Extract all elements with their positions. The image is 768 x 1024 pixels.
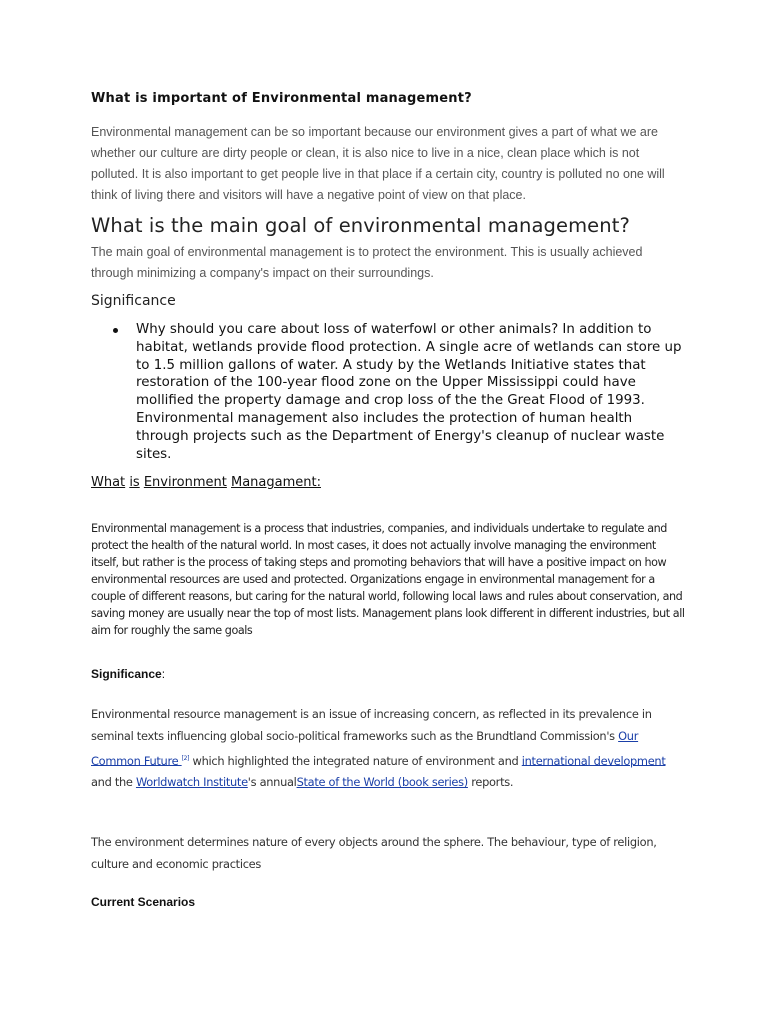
text-run: which highlighted the integrated nature of environment and (189, 753, 522, 768)
paragraph-environment-nature: The environment determines nature of every objects around the sphere. The behaviour, type of religion, culture and economic practices (91, 835, 657, 871)
paragraph-importance: Environmental management can be so important because our environment gives a part of what we are whether our culture are dirty people or clean, it is also nice to live in a nice, clean place which is not polluted. It is also important to get people live in that place if a certain city, country is polluted no one will think of living there and visitors will have a negative point of view on that place. (91, 125, 665, 202)
heading-word: is (129, 475, 140, 490)
citation-superscript[interactable]: [2] (181, 754, 190, 762)
paragraph-definition: Environmental management is a process that industries, companies, and individuals undertake to regulate and protect the health of the natural world. In most cases, it does not actually involve managing the environment itself, but rather is the process of taking steps and promoting behaviors that will have a positive impact on how environmental resources are used and protected. Organizations engage in environmental management for a couple of different reasons, but caring for the natural world, following local laws and rules about conservation, and saving money are usually near the top of most lists. Management plans look different in different industries, but all aim for roughly the same goals (91, 522, 685, 637)
heading-significance-2 (91, 667, 165, 681)
list-item-text: Why should you care about loss of waterfowl or other animals? In addition to habitat, wetlands provide flood protection. A single acre of wetlands can store up to 1.5 million gallons of water. A study by the Wetlands Initiative states that restoration of the 100-year flood zone on the Upper Mississippi could have mollified the property damage and crop loss of the the Great Flood of 1993. Environmental management also includes the protection of human health through projects such as the Department of Energy's cleanup of nuclear waste sites. (136, 322, 682, 462)
heading-importance: What is important of Environmental management? (91, 91, 472, 106)
text-run: Environmental resource management is an issue of increasing concern, as reflected in its prevalence in seminal texts influencing global socio-political frameworks such as the Brundtland Commission's (91, 707, 652, 743)
heading-main-goal: What is the main goal of environmental management? (91, 214, 630, 237)
link-our-common-future[interactable]: Our Common Future (91, 728, 639, 768)
heading-word: Environment (143, 475, 227, 490)
link-worldwatch-institute[interactable]: Worldwatch Institute (135, 775, 248, 790)
paragraph-main-goal: The main goal of environmental management is to protect the environment. This is usually achieved through minimizing a company's impact on their surroundings. (91, 245, 643, 280)
text-run: 's annual (247, 775, 297, 790)
list-item (113, 321, 683, 463)
text-run: and the (91, 775, 136, 790)
heading-text: Significance (91, 667, 162, 681)
heading-word: What (91, 475, 126, 490)
heading-what-is-environment-management (91, 475, 321, 490)
bullet-icon (113, 328, 118, 333)
heading-current-scenarios: Current Scenarios (91, 895, 196, 909)
heading-significance: Significance (91, 293, 176, 309)
paragraph-resource-management (91, 704, 671, 794)
heading-word: Managament: (231, 475, 321, 490)
significance-bullet-list (113, 321, 683, 463)
link-state-of-the-world[interactable]: State of the World (book series) (296, 775, 468, 790)
link-international-development[interactable]: international development (521, 753, 666, 768)
text-run: reports. (467, 775, 514, 790)
heading-colon: : (161, 667, 166, 681)
